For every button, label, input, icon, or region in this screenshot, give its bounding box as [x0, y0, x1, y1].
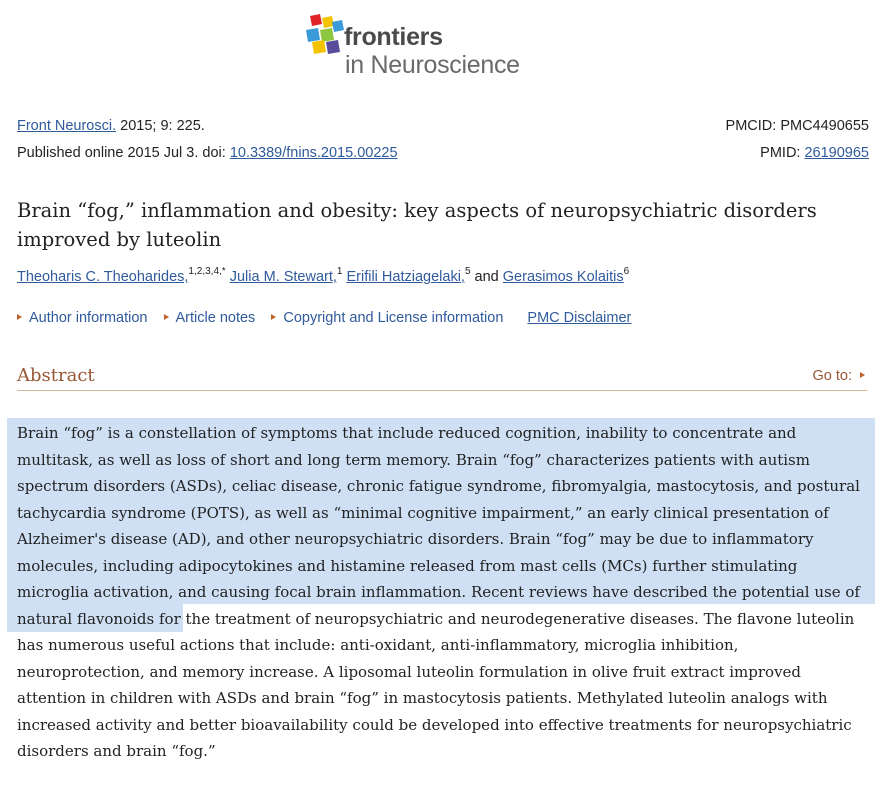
- author-affiliation: 6: [623, 266, 630, 278]
- expand-triangle-icon: [164, 314, 169, 320]
- abstract-selected-text: Brain “fog” is a constellation of symptoms that include reduced cognition, inability to concentrate and multitask, as well as loss of short and long term memory. Brain “fog” characterizes patients with autism spectrum disorders (ASDs), celiac disease, chronic fatigue syndrome, fibromyalgia, mastocytosis, and postural tachycardia syndrome (POTS), as well as “minimal cognitive impairment,” an early clinical presentation of Alzheimer's disease (AD), and other neuropsychiatric disorders. Brain “fog” may be due to inflammatory molecules, including adipocytokines and histamine released from mast cells (MCs) further stimulating microglia activation, and causing focal brain inflammation.: [17, 424, 860, 601]
- doi-link[interactable]: 10.3389/fnins.2015.00225: [229, 145, 398, 161]
- abstract-heading: Abstract: [17, 365, 95, 386]
- abstract-header: [17, 364, 867, 391]
- abstract-remaining-text: Recent reviews have described the potential use of natural flavonoids for the treatment of neuropsychiatric and neurodegenerative diseases. The flavone luteolin has numerous useful actions that include: anti-oxidant, anti-inflammatory, microglia inhibition, neuroprotection, and memory increase. A liposomal luteolin formulation in olive fruit extract improved attention in children with ASDs and brain “fog” in mastocytosis patients. Methylated luteolin analogs with increased activity and better bioavailability could be developed into effective treatments for neuropsychiatric disorders and brain “fog.”: [17, 583, 860, 760]
- pmc-disclaimer-link[interactable]: PMC Disclaimer: [527, 310, 632, 326]
- author-list: [17, 266, 629, 288]
- frontiers-cube-icon: [304, 14, 344, 56]
- author-affiliation: 5: [464, 266, 471, 278]
- pmcid: PMCID: PMC4490655: [725, 118, 869, 134]
- logo-subtitle: in Neuroscience: [345, 51, 520, 79]
- author-conjunction: and: [474, 269, 499, 285]
- article-notes-toggle[interactable]: Article notes: [175, 310, 256, 326]
- pmid-link[interactable]: 26190965: [804, 145, 869, 161]
- author-link[interactable]: Julia M. Stewart,: [229, 269, 337, 285]
- expand-triangle-icon: [271, 314, 276, 320]
- goto-triangle-icon: [860, 372, 865, 378]
- author-affiliation: 1,2,3,4,*: [188, 266, 226, 278]
- author-link[interactable]: Erifili Hatziagelaki,: [346, 269, 465, 285]
- pmid-label: PMID:: [760, 145, 805, 161]
- journal-link[interactable]: Front Neurosci.: [17, 118, 117, 134]
- citation-line: [17, 116, 205, 136]
- goto-menu[interactable]: [813, 366, 866, 386]
- author-link[interactable]: Theoharis C. Theoharides,: [17, 269, 189, 285]
- journal-logo[interactable]: [304, 12, 564, 84]
- goto-label[interactable]: Go to:: [812, 368, 852, 384]
- expand-triangle-icon: [17, 314, 22, 320]
- author-affiliation: 1: [336, 266, 343, 278]
- article-info-links: [17, 308, 643, 328]
- pmid-line: [760, 143, 869, 163]
- published-prefix: Published online 2015 Jul 3. doi:: [17, 145, 230, 161]
- article-title: Brain “fog,” inflammation and obesity: key aspects of neuropsychiatric disorders improved by luteolin: [17, 199, 817, 251]
- copyright-toggle[interactable]: Copyright and License information: [283, 310, 504, 326]
- abstract-text: [17, 420, 869, 765]
- logo-wordmark: frontiers: [344, 23, 443, 51]
- author-information-toggle[interactable]: Author information: [29, 310, 148, 326]
- journal-info: 2015; 9: 225.: [116, 118, 205, 134]
- author-link[interactable]: Gerasimos Kolaitis: [502, 269, 624, 285]
- published-line: [17, 143, 398, 163]
